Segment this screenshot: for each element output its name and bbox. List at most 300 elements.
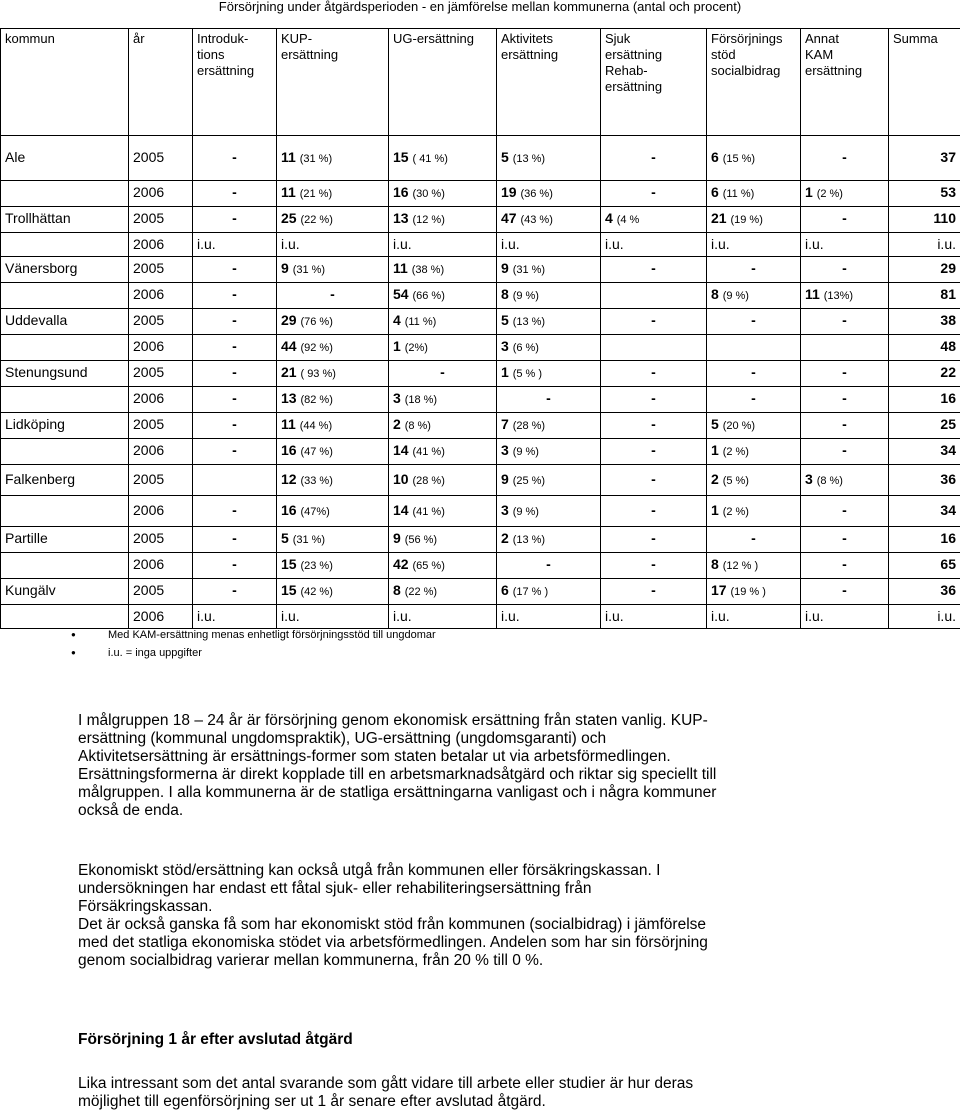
count-value: -: [232, 556, 237, 572]
text-line: Försäkringskassan.: [78, 898, 213, 915]
value-cell: [801, 233, 889, 257]
percent-value: (6 %): [512, 342, 539, 354]
percent-value: (33 %): [300, 475, 333, 487]
year-cell: 2005: [129, 527, 193, 553]
count-value: 21: [281, 364, 297, 380]
value-cell: [889, 207, 960, 233]
percent-value: (5 %): [722, 475, 749, 487]
value-cell: [389, 465, 497, 496]
text-line: Ekonomiskt stöd/ersättning kan också utgå från kommunen eller försäkringskassan. I: [78, 862, 661, 879]
percent-value: (5 % ): [512, 368, 543, 380]
count-value: 53: [940, 184, 956, 200]
value-cell: [601, 283, 707, 309]
table-row: [1, 553, 960, 579]
percent-value: (9 %): [512, 446, 539, 458]
kommun-cell: Stenungsund: [1, 361, 129, 387]
count-value: 15: [281, 582, 297, 598]
count-value: 12: [281, 471, 297, 487]
count-value: -: [842, 582, 847, 598]
kommun-cell: Uddevalla: [1, 309, 129, 335]
value-cell: [801, 207, 889, 233]
kommun-cell: [1, 496, 129, 527]
text-line: undersökningen har endast ett fåtal sjuk- eller rehabiliteringsersättning från: [78, 880, 592, 897]
count-value: i.u.: [937, 236, 956, 252]
count-value: 6: [711, 149, 719, 165]
value-cell: [497, 387, 601, 413]
count-value: 16: [281, 442, 297, 458]
count-value: -: [232, 184, 237, 200]
value-cell: [601, 605, 707, 629]
value-cell: [889, 465, 960, 496]
value-cell: [389, 387, 497, 413]
value-cell: [389, 579, 497, 605]
count-value: -: [651, 260, 656, 276]
count-value: -: [651, 556, 656, 572]
value-cell: [389, 413, 497, 439]
percent-value: (19 %): [730, 214, 763, 226]
count-value: 16: [940, 530, 956, 546]
value-cell: [707, 496, 801, 527]
count-value: i.u.: [605, 608, 624, 624]
count-value: 1: [711, 502, 719, 518]
value-cell: [497, 496, 601, 527]
value-cell: [193, 387, 277, 413]
value-cell: [601, 579, 707, 605]
table-row: [1, 465, 960, 496]
value-cell: [193, 439, 277, 465]
value-cell: [389, 553, 497, 579]
count-value: 13: [281, 390, 297, 406]
percent-value: (2 %): [722, 446, 749, 458]
count-value: -: [651, 471, 656, 487]
table-body: [1, 136, 960, 629]
count-value: -: [232, 502, 237, 518]
text-line: Lika intressant som det antal svarande som gått vidare till arbete eller studier är hur deras: [78, 1075, 694, 1092]
percent-value: (92 %): [300, 342, 333, 354]
count-value: -: [651, 582, 656, 598]
value-cell: [277, 496, 389, 527]
percent-value: (38 %): [411, 264, 445, 276]
section-heading: Försörjning 1 år efter avslutad åtgärd: [78, 1031, 353, 1048]
value-cell: [193, 605, 277, 629]
count-value: 13: [393, 210, 409, 226]
value-cell: [277, 136, 389, 181]
count-value: 17: [711, 582, 727, 598]
percent-value: (2%): [404, 342, 428, 354]
count-value: i.u.: [281, 236, 300, 252]
count-value: i.u.: [605, 236, 624, 252]
count-value: -: [651, 184, 656, 200]
value-cell: [707, 207, 801, 233]
count-value: 2: [711, 471, 719, 487]
value-cell: [889, 283, 960, 309]
value-cell: [389, 207, 497, 233]
value-cell: [601, 413, 707, 439]
count-value: 9: [501, 471, 509, 487]
text-line: Aktivitetsersättning är ersättnings-former som staten betalar ut via arbetsförmedlingen.: [78, 748, 671, 765]
percent-value: (15 %): [722, 153, 756, 165]
percent-value: (22 %): [300, 214, 333, 226]
count-value: -: [232, 364, 237, 380]
count-value: 3: [805, 471, 813, 487]
count-value: 48: [940, 338, 956, 354]
value-cell: [497, 257, 601, 283]
count-value: -: [842, 416, 847, 432]
value-cell: [277, 361, 389, 387]
count-value: 47: [501, 210, 517, 226]
count-value: 14: [393, 502, 409, 518]
percent-value: (66 %): [412, 290, 445, 302]
value-cell: [193, 257, 277, 283]
percent-value: (44 %): [299, 420, 333, 432]
count-value: 3: [501, 338, 509, 354]
percent-value: (41 %): [412, 506, 445, 518]
value-cell: [193, 465, 277, 496]
count-value: -: [651, 312, 656, 328]
value-cell: [707, 335, 801, 361]
percent-value: (18 %): [404, 394, 438, 406]
value-cell: [889, 527, 960, 553]
percent-value: (36 %): [520, 188, 553, 200]
kommun-cell: [1, 181, 129, 207]
count-value: -: [651, 502, 656, 518]
percent-value: (11 %): [722, 188, 755, 200]
count-value: -: [232, 286, 237, 302]
count-value: 5: [711, 416, 719, 432]
value-cell: [801, 257, 889, 283]
count-value: 9: [501, 260, 509, 276]
paragraph-kommunalt-stod: [78, 862, 878, 970]
table-row: [1, 439, 960, 465]
value-cell: [277, 605, 389, 629]
value-cell: [497, 361, 601, 387]
percent-value: (12 %): [412, 214, 445, 226]
value-cell: [389, 335, 497, 361]
count-value: 1: [711, 442, 719, 458]
value-cell: [889, 335, 960, 361]
column-header: Försörjnings stöd socialbidrag: [707, 29, 801, 136]
count-value: -: [232, 442, 237, 458]
percent-value: (19 % ): [730, 586, 766, 598]
text-line: Ersättningsformerna är direkt kopplade till en arbetsmarknadsåtgärd och riktar sig speciellt till: [78, 766, 717, 783]
value-cell: [601, 233, 707, 257]
percent-value: (65 %): [412, 560, 445, 572]
comparison-table: [0, 28, 960, 629]
count-value: 42: [393, 556, 409, 572]
percent-value: (2 %): [816, 188, 843, 200]
count-value: 3: [501, 442, 509, 458]
percent-value: (13%): [823, 290, 854, 302]
kommun-cell: [1, 233, 129, 257]
year-cell: 2006: [129, 233, 193, 257]
table-row: [1, 181, 960, 207]
count-value: -: [842, 530, 847, 546]
value-cell: [889, 361, 960, 387]
count-value: 14: [393, 442, 409, 458]
value-cell: [497, 439, 601, 465]
percent-value: (47 %): [300, 446, 333, 458]
count-value: 8: [711, 286, 719, 302]
count-value: 9: [281, 260, 289, 276]
value-cell: [601, 257, 707, 283]
year-cell: 2005: [129, 257, 193, 283]
count-value: 1: [393, 338, 401, 354]
percent-value: (42 %): [300, 586, 333, 598]
count-value: 11: [393, 260, 408, 276]
percent-value: (12 % ): [722, 560, 759, 572]
table-row: [1, 233, 960, 257]
value-cell: [707, 439, 801, 465]
count-value: -: [546, 556, 551, 572]
value-cell: [193, 283, 277, 309]
year-cell: 2006: [129, 335, 193, 361]
value-cell: [277, 181, 389, 207]
count-value: -: [546, 390, 551, 406]
percent-value: (41 %): [412, 446, 445, 458]
count-value: 36: [940, 471, 956, 487]
percent-value: (11 %): [404, 316, 437, 328]
value-cell: [389, 283, 497, 309]
value-cell: [601, 335, 707, 361]
value-cell: [389, 496, 497, 527]
percent-value: (31 %): [299, 153, 333, 165]
value-cell: [389, 257, 497, 283]
count-value: -: [842, 149, 847, 165]
value-cell: [277, 387, 389, 413]
year-cell: 2005: [129, 465, 193, 496]
value-cell: [801, 387, 889, 413]
value-cell: [889, 257, 960, 283]
column-header: Introduk- tions ersättning: [193, 29, 277, 136]
count-value: -: [842, 502, 847, 518]
value-cell: [193, 361, 277, 387]
year-cell: 2006: [129, 605, 193, 629]
count-value: -: [651, 364, 656, 380]
count-value: -: [842, 312, 847, 328]
value-cell: [601, 207, 707, 233]
year-cell: 2005: [129, 207, 193, 233]
percent-value: (13 %): [512, 316, 546, 328]
count-value: i.u.: [805, 608, 824, 624]
value-cell: [497, 465, 601, 496]
count-value: 34: [940, 442, 956, 458]
count-value: -: [751, 260, 756, 276]
count-value: 6: [501, 582, 509, 598]
value-cell: [389, 309, 497, 335]
count-value: 54: [393, 286, 409, 302]
count-value: 38: [940, 312, 956, 328]
percent-value: (56 %): [404, 534, 438, 546]
percent-value: (13 %): [512, 534, 546, 546]
count-value: i.u.: [501, 608, 520, 624]
count-value: 110: [933, 210, 956, 226]
table-row: [1, 579, 960, 605]
percent-value: (8 %): [404, 420, 431, 432]
percent-value: ( 41 %): [412, 153, 448, 165]
percent-value: (4 %: [616, 214, 640, 226]
kommun-cell: Vänersborg: [1, 257, 129, 283]
value-cell: [389, 181, 497, 207]
count-value: 1: [805, 184, 813, 200]
value-cell: [193, 496, 277, 527]
value-cell: [497, 136, 601, 181]
value-cell: [601, 361, 707, 387]
value-cell: [497, 207, 601, 233]
year-cell: 2005: [129, 136, 193, 181]
table-row: [1, 309, 960, 335]
value-cell: [707, 527, 801, 553]
column-header: Annat KAM ersättning: [801, 29, 889, 136]
note-item: ● Med KAM-ersättning menas enhetligt försörjningsstöd till ungdomar: [90, 626, 436, 644]
table-row: [1, 283, 960, 309]
value-cell: [601, 309, 707, 335]
count-value: 1: [501, 364, 509, 380]
count-value: 2: [501, 530, 509, 546]
percent-value: (25 %): [512, 475, 546, 487]
kommun-cell: [1, 335, 129, 361]
count-value: 19: [501, 184, 517, 200]
value-cell: [601, 387, 707, 413]
value-cell: [801, 413, 889, 439]
percent-value: (17 % ): [512, 586, 549, 598]
count-value: 4: [393, 312, 401, 328]
count-value: 21: [711, 210, 727, 226]
column-header: Sjuk ersättning Rehab- ersättning: [601, 29, 707, 136]
count-value: -: [842, 210, 847, 226]
percent-value: (9 %): [722, 290, 749, 302]
value-cell: [497, 553, 601, 579]
value-cell: [277, 257, 389, 283]
value-cell: [497, 605, 601, 629]
count-value: -: [232, 210, 237, 226]
value-cell: [707, 257, 801, 283]
count-value: -: [651, 416, 656, 432]
percent-value: (31 %): [292, 534, 326, 546]
value-cell: [277, 335, 389, 361]
value-cell: [389, 605, 497, 629]
kommun-cell: Trollhättan: [1, 207, 129, 233]
count-value: i.u.: [281, 608, 300, 624]
count-value: 15: [393, 149, 409, 165]
value-cell: [193, 207, 277, 233]
count-value: -: [842, 442, 847, 458]
value-cell: [277, 553, 389, 579]
table-row: [1, 361, 960, 387]
percent-value: (28 %): [512, 420, 546, 432]
count-value: -: [232, 260, 237, 276]
count-value: 34: [940, 502, 956, 518]
value-cell: [497, 233, 601, 257]
value-cell: [889, 439, 960, 465]
value-cell: [601, 465, 707, 496]
value-cell: [497, 335, 601, 361]
value-cell: [193, 335, 277, 361]
value-cell: [801, 439, 889, 465]
value-cell: [193, 181, 277, 207]
kommun-cell: [1, 283, 129, 309]
percent-value: (31 %): [292, 264, 326, 276]
count-value: 25: [281, 210, 297, 226]
value-cell: [801, 309, 889, 335]
value-cell: [707, 553, 801, 579]
count-value: -: [751, 364, 756, 380]
percent-value: (20 %): [722, 420, 756, 432]
table-caption: Försörjning under åtgärdsperioden - en jämförelse mellan kommunerna (antal och procent): [218, 0, 742, 14]
value-cell: [193, 413, 277, 439]
count-value: 8: [711, 556, 719, 572]
table-header-row: [1, 29, 960, 136]
count-value: 9: [393, 530, 401, 546]
count-value: 2: [393, 416, 401, 432]
value-cell: [707, 465, 801, 496]
count-value: 36: [940, 582, 956, 598]
percent-value: (2 %): [722, 506, 749, 518]
value-cell: [707, 136, 801, 181]
count-value: -: [842, 390, 847, 406]
count-value: -: [842, 556, 847, 572]
column-header: Aktivitets ersättning: [497, 29, 601, 136]
value-cell: [707, 361, 801, 387]
text-line: med det statliga ekonomiska stödet via arbetsförmedlingen. Andelen som har sin försörjning: [78, 934, 708, 951]
value-cell: [889, 387, 960, 413]
value-cell: [801, 465, 889, 496]
column-header: KUP- ersättning: [277, 29, 389, 136]
year-cell: 2005: [129, 413, 193, 439]
column-header: kommun: [1, 29, 129, 136]
count-value: 22: [940, 364, 956, 380]
percent-value: (47%): [300, 506, 330, 518]
value-cell: [277, 465, 389, 496]
percent-value: (28 %): [412, 475, 445, 487]
count-value: i.u.: [393, 236, 412, 252]
value-cell: [193, 309, 277, 335]
percent-value: (76 %): [300, 316, 333, 328]
count-value: i.u.: [711, 608, 730, 624]
value-cell: [889, 553, 960, 579]
text-line: Det är också ganska få som har ekonomiskt stöd från kommunen (socialbidrag) i jämförelse: [78, 916, 707, 933]
value-cell: [277, 413, 389, 439]
kommun-cell: [1, 553, 129, 579]
count-value: -: [232, 530, 237, 546]
kommun-cell: Lidköping: [1, 413, 129, 439]
paragraph-statliga: [78, 712, 878, 820]
count-value: -: [651, 530, 656, 546]
text-line: också de enda.: [78, 802, 184, 819]
count-value: 11: [281, 184, 296, 200]
year-cell: 2006: [129, 553, 193, 579]
table-row: [1, 496, 960, 527]
text-line: ersättning (kommunal ungdomspraktik), UG-ersättning (ungdomsgaranti) och: [78, 730, 607, 747]
count-value: -: [330, 286, 335, 302]
count-value: -: [751, 530, 756, 546]
percent-value: (31 %): [512, 264, 546, 276]
text-line: målgruppen. I alla kommunerna är de statliga ersättningarna vanligast och i några kommuner: [78, 784, 717, 801]
value-cell: [497, 579, 601, 605]
text-line: genom socialbidrag varierar mellan kommunerna, från 20 % till 0 %.: [78, 952, 544, 969]
value-cell: [889, 136, 960, 181]
value-cell: [277, 309, 389, 335]
count-value: -: [232, 312, 237, 328]
value-cell: [277, 233, 389, 257]
table-row: [1, 605, 960, 629]
count-value: 7: [501, 416, 509, 432]
percent-value: (8 %): [816, 475, 843, 487]
count-value: 11: [281, 149, 296, 165]
value-cell: [801, 136, 889, 181]
count-value: 5: [501, 312, 509, 328]
percent-value: (9 %): [512, 290, 539, 302]
count-value: -: [651, 149, 656, 165]
